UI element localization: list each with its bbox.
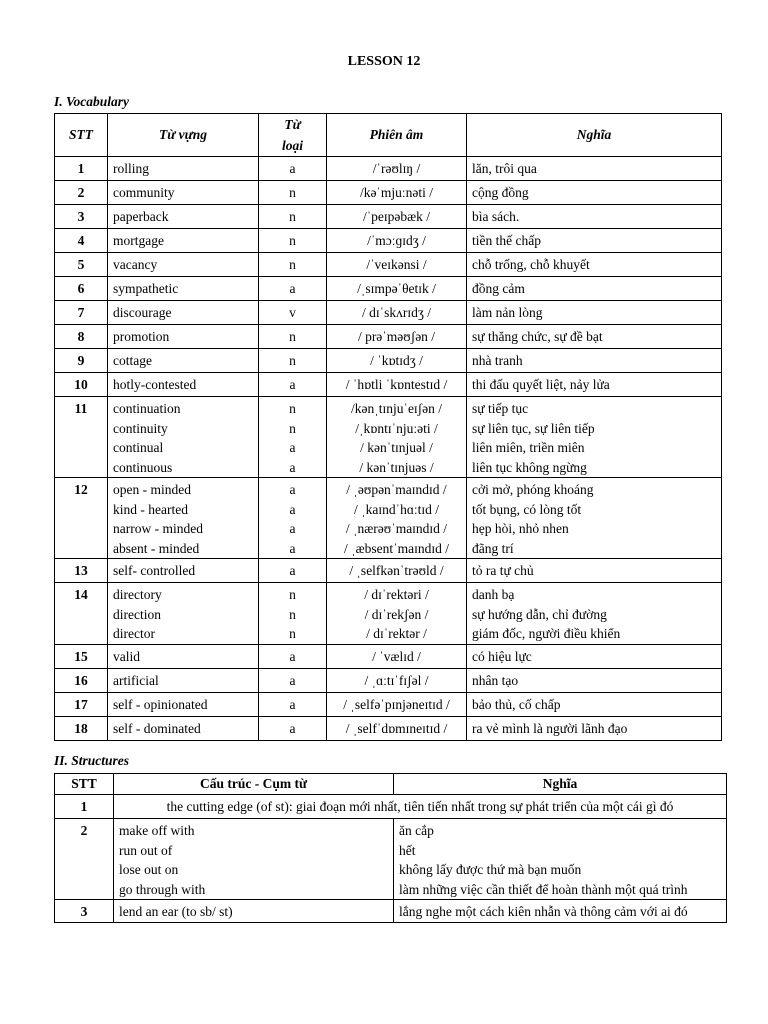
part-of-speech: a <box>259 559 327 583</box>
table-row <box>55 644 722 668</box>
table-row <box>55 157 722 181</box>
table-row <box>55 900 727 923</box>
meaning: thi đấu quyết liệt, nảy lửa <box>467 373 722 397</box>
meaning: làm nản lòng <box>467 301 722 325</box>
structures-table <box>54 773 727 923</box>
phonetic: / dɪˈskʌrɪdʒ / <box>327 301 467 325</box>
row-number: 5 <box>55 253 108 277</box>
vocab-word: open - minded kind - hearted narrow - minded absent - minded <box>108 478 259 559</box>
part-of-speech: a a a a <box>259 478 327 559</box>
meaning: nhà tranh <box>467 349 722 373</box>
row-number: 2 <box>55 819 114 900</box>
phonetic: /ˈpeɪpəbæk / <box>327 205 467 229</box>
row-number: 1 <box>55 795 114 819</box>
structure-definition: the cutting edge (of st): giai đoạn mới nhất, tiên tiến nhất trong sự phát triển của một cái gì đó <box>114 795 727 819</box>
meaning: tiền thế chấp <box>467 229 722 253</box>
table-row <box>55 205 722 229</box>
row-number: 18 <box>55 716 108 740</box>
row-number: 7 <box>55 301 108 325</box>
vocab-word: directory direction director <box>108 583 259 645</box>
table-row <box>55 373 722 397</box>
vocabulary-header-row <box>55 114 722 157</box>
header-stt: STT <box>55 114 108 157</box>
table-row <box>55 819 727 900</box>
structure-meaning: lắng nghe một cách kiên nhẫn và thông cảm với ai đó <box>394 900 727 923</box>
row-number: 8 <box>55 325 108 349</box>
vocab-word: sympathetic <box>108 277 259 301</box>
meaning: bìa sách. <box>467 205 722 229</box>
table-row <box>55 478 722 559</box>
header-pos: Từ loại <box>259 114 327 157</box>
meaning: ra vẻ mình là người lãnh đạo <box>467 716 722 740</box>
row-number: 15 <box>55 644 108 668</box>
part-of-speech: a <box>259 644 327 668</box>
structure-meaning: ăn cắp hết không lấy được thứ mà bạn muốn làm những việc cần thiết để hoàn thành một quá trình <box>394 819 727 900</box>
phonetic: / ˌselfkənˈtrəʊld / <box>327 559 467 583</box>
row-number: 12 <box>55 478 108 559</box>
part-of-speech: n <box>259 253 327 277</box>
part-of-speech: a <box>259 668 327 692</box>
structure-phrase: lend an ear (to sb/ st) <box>114 900 394 923</box>
vocab-word: community <box>108 181 259 205</box>
vocab-word: self - dominated <box>108 716 259 740</box>
part-of-speech: a <box>259 373 327 397</box>
meaning: cởi mở, phóng khoáng tốt bụng, có lòng tốt hẹp hòi, nhỏ nhen đãng trí <box>467 478 722 559</box>
vocab-word: promotion <box>108 325 259 349</box>
phonetic: / ˈhɒtli ˈkɒntestɪd / <box>327 373 467 397</box>
vocab-word: rolling <box>108 157 259 181</box>
meaning: đồng cảm <box>467 277 722 301</box>
table-row <box>55 559 722 583</box>
part-of-speech: n n a a <box>259 397 327 478</box>
table-row <box>55 181 722 205</box>
table-row <box>55 668 722 692</box>
phonetic: / dɪˈrektəri / / dɪˈrekʃən / / dɪˈrektər / <box>327 583 467 645</box>
vocab-word: hotly-contested <box>108 373 259 397</box>
phonetic: /ˈmɔːɡɪdʒ / <box>327 229 467 253</box>
structures-heading: II. Structures <box>54 753 130 768</box>
table-row <box>55 583 722 645</box>
meaning: tỏ ra tự chủ <box>467 559 722 583</box>
phonetic: /ˌsɪmpəˈθetɪk / <box>327 277 467 301</box>
meaning: nhân tạo <box>467 668 722 692</box>
vocab-word: cottage <box>108 349 259 373</box>
phonetic: /ˈrəʊlɪŋ / <box>327 157 467 181</box>
meaning: có hiệu lực <box>467 644 722 668</box>
part-of-speech: n <box>259 181 327 205</box>
table-row <box>55 795 727 819</box>
row-number: 14 <box>55 583 108 645</box>
meaning: bảo thủ, cố chấp <box>467 692 722 716</box>
header-stt: STT <box>55 774 114 795</box>
table-row <box>55 397 722 478</box>
vocab-word: discourage <box>108 301 259 325</box>
part-of-speech: a <box>259 692 327 716</box>
phonetic: / ˌəʊpənˈmaɪndɪd / / ˌkaɪndˈhɑːtɪd / / ˌnærəʊˈmaɪndɪd / / ˌæbsentˈmaɪndɪd / <box>327 478 467 559</box>
table-row <box>55 349 722 373</box>
row-number: 16 <box>55 668 108 692</box>
part-of-speech: a <box>259 157 327 181</box>
structure-phrase: make off with run out of lose out on go through with <box>114 819 394 900</box>
meaning: lăn, trôi qua <box>467 157 722 181</box>
header-meaning: Nghĩa <box>467 114 722 157</box>
table-row <box>55 716 722 740</box>
row-number: 10 <box>55 373 108 397</box>
phonetic: /kəˈmjuːnəti / <box>327 181 467 205</box>
part-of-speech: n <box>259 229 327 253</box>
phonetic: / ˌselfəˈpɪnjəneɪtɪd / <box>327 692 467 716</box>
meaning: sự thăng chức, sự đề bạt <box>467 325 722 349</box>
phonetic: /kənˌtɪnjuˈeɪʃən / /ˌkɒntɪˈnjuːəti / / kənˈtɪnjuəl / / kənˈtɪnjuəs / <box>327 397 467 478</box>
meaning: sự tiếp tục sự liên tục, sự liên tiếp liên miên, triền miên liên tục không ngừng <box>467 397 722 478</box>
row-number: 11 <box>55 397 108 478</box>
part-of-speech: n <box>259 325 327 349</box>
vocabulary-table <box>54 113 722 741</box>
meaning: chỗ trống, chỗ khuyết <box>467 253 722 277</box>
row-number: 13 <box>55 559 108 583</box>
vocab-word: continuation continuity continual continuous <box>108 397 259 478</box>
phonetic: / ˈvælɪd / <box>327 644 467 668</box>
row-number: 17 <box>55 692 108 716</box>
phonetic: / ˈkɒtɪdʒ / <box>327 349 467 373</box>
row-number: 2 <box>55 181 108 205</box>
part-of-speech: a <box>259 277 327 301</box>
row-number: 3 <box>55 900 114 923</box>
table-row <box>55 229 722 253</box>
page-title: LESSON 12 <box>347 54 421 69</box>
vocabulary-heading: I. Vocabulary <box>54 94 130 109</box>
table-row <box>55 277 722 301</box>
vocab-word: artificial <box>108 668 259 692</box>
header-ipa: Phiên âm <box>327 114 467 157</box>
header-meaning: Nghĩa <box>394 774 727 795</box>
table-row <box>55 253 722 277</box>
row-number: 4 <box>55 229 108 253</box>
meaning: danh bạ sự hướng dẫn, chỉ đường giám đốc, người điều khiển <box>467 583 722 645</box>
vocab-word: mortgage <box>108 229 259 253</box>
vocab-word: self - opinionated <box>108 692 259 716</box>
part-of-speech: n <box>259 205 327 229</box>
meaning: cộng đồng <box>467 181 722 205</box>
phonetic: / ˌɑːtɪˈfɪʃəl / <box>327 668 467 692</box>
row-number: 3 <box>55 205 108 229</box>
part-of-speech: n <box>259 349 327 373</box>
table-row <box>55 301 722 325</box>
table-row <box>55 692 722 716</box>
vocab-word: vacancy <box>108 253 259 277</box>
phonetic: / prəˈməʊʃən / <box>327 325 467 349</box>
header-word: Từ vựng <box>108 114 259 157</box>
structures-header-row <box>55 774 727 795</box>
header-phrase: Cấu trúc - Cụm từ <box>114 774 394 795</box>
row-number: 6 <box>55 277 108 301</box>
table-row <box>55 325 722 349</box>
phonetic: / ˌselfˈdɒmɪneɪtɪd / <box>327 716 467 740</box>
row-number: 1 <box>55 157 108 181</box>
row-number: 9 <box>55 349 108 373</box>
vocab-word: self- controlled <box>108 559 259 583</box>
vocab-word: paperback <box>108 205 259 229</box>
part-of-speech: a <box>259 716 327 740</box>
vocab-word: valid <box>108 644 259 668</box>
part-of-speech: v <box>259 301 327 325</box>
part-of-speech: n n n <box>259 583 327 645</box>
phonetic: /ˈveɪkənsi / <box>327 253 467 277</box>
